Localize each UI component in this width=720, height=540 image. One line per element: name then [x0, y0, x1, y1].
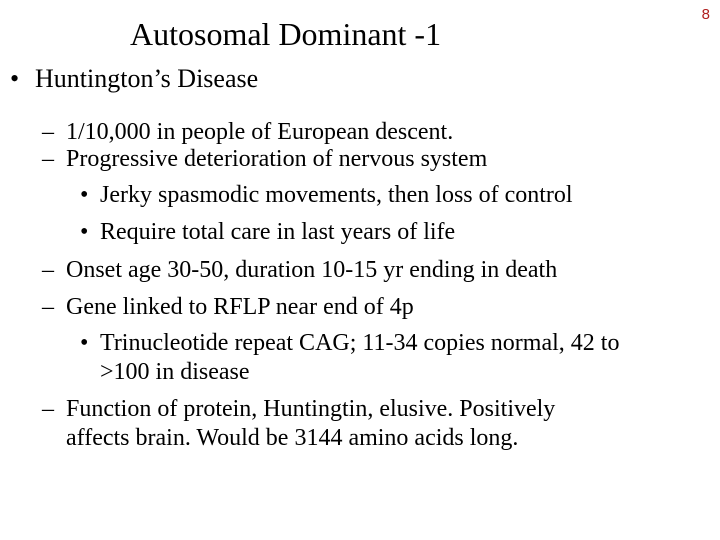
dash-marker: –: [42, 294, 54, 320]
sub-bullet-text: Progressive deterioration of nervous system: [66, 146, 488, 172]
sub-bullet-text: Onset age 30-50, duration 10-15 yr ending in death: [66, 257, 558, 283]
sub-bullet-onset: [42, 256, 557, 284]
sub-sub-bullet-text-continuation: >100 in disease: [100, 359, 250, 385]
bullet-marker: •: [80, 182, 89, 208]
dash-marker: –: [42, 257, 54, 283]
sub-sub-bullet-text: Require total care in last years of life: [100, 219, 456, 245]
bullet-huntingtons-disease: [10, 64, 258, 94]
bullet-text: Huntington’s Disease: [35, 64, 259, 93]
slide-number: 8: [701, 6, 710, 23]
sub-bullet-text: Function of protein, Huntingtin, elusive. Positively: [66, 396, 556, 422]
sub-bullet-prevalence: [42, 118, 453, 146]
sub-bullet-protein-function: [42, 395, 555, 452]
sub-sub-bullet-trinucleotide-repeat: [80, 329, 619, 386]
dash-marker: –: [42, 119, 54, 145]
sub-sub-bullet-text: Jerky spasmodic movements, then loss of control: [100, 182, 573, 208]
sub-sub-bullet-jerky-movements: [80, 181, 573, 209]
sub-sub-bullet-text: Trinucleotide repeat CAG; 11-34 copies normal, 42 to: [100, 330, 620, 356]
sub-bullet-text: 1/10,000 in people of European descent.: [66, 119, 454, 145]
sub-bullet-deterioration: [42, 145, 487, 173]
dash-marker: –: [42, 396, 54, 422]
bullet-marker: •: [10, 64, 20, 93]
sub-bullet-gene-linkage: [42, 293, 414, 321]
bullet-marker: •: [80, 330, 89, 356]
sub-bullet-text: Gene linked to RFLP near end of 4p: [66, 294, 414, 320]
sub-bullet-text-continuation: affects brain. Would be 3144 amino acids long.: [66, 425, 519, 451]
sub-sub-bullet-total-care: [80, 218, 455, 246]
dash-marker: –: [42, 146, 54, 172]
bullet-marker: •: [80, 219, 89, 245]
slide-title: Autosomal Dominant -1: [130, 16, 442, 52]
